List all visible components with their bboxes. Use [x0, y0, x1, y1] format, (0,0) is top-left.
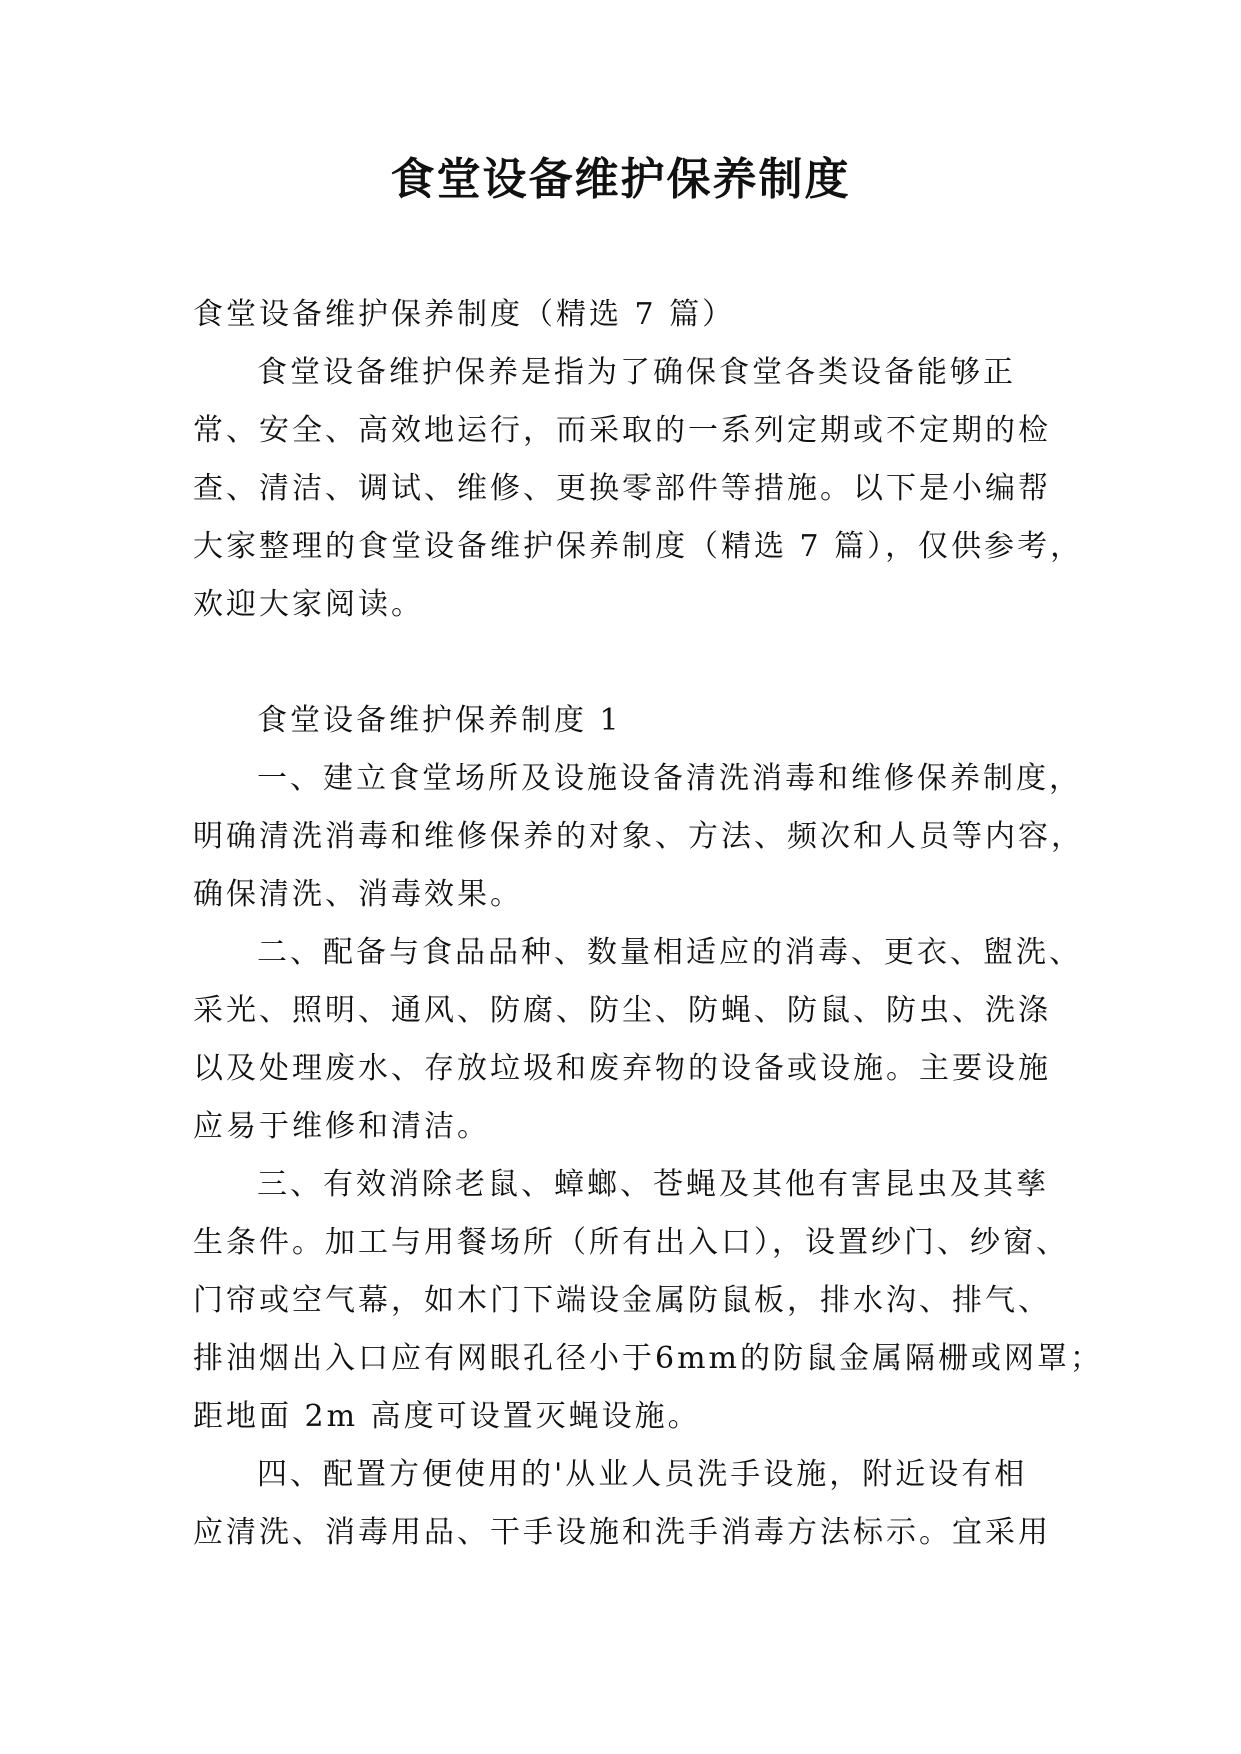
text-line: 距地面 2m 高度可设置灭蝇设施。: [193, 1399, 701, 1434]
text-line: 排油烟出入口应有网眼孔径小于6mm的防鼠金属隔栅或网罩；: [193, 1341, 1103, 1376]
paragraph-3: [193, 1156, 1103, 1446]
paragraph-2: [193, 924, 1082, 1156]
text-line: 确保清洗、消毒效果。: [193, 877, 523, 912]
text-line: 一、建立食堂场所及设施设备清洗消毒和维修保养制度，: [257, 761, 1082, 796]
text-line: 应清洗、消毒用品、干手设施和洗手消毒方法标示。宜采用: [193, 1515, 1051, 1550]
text-line: 以及处理废水、存放垃圾和废弃物的设备或设施。主要设施: [193, 1051, 1051, 1086]
text-line: 四、配置方便使用的'从业人员洗手设施，附近设有相: [257, 1457, 1028, 1492]
document-subtitle: 食堂设备维护保养制度（精选 7 篇）: [193, 297, 736, 332]
text-line: 常、安全、高效地运行，而采取的一系列定期或不定期的检: [193, 413, 1051, 448]
intro-paragraph: [193, 344, 1084, 634]
paragraph-1: [193, 750, 1084, 924]
text-line: 应易于维修和清洁。: [193, 1109, 490, 1144]
text-line: 生条件。加工与用餐场所（所有出入口），设置纱门、纱窗、: [193, 1225, 1069, 1260]
text-line: 欢迎大家阅读。: [193, 587, 424, 622]
text-line: 二、配备与食品品种、数量相适应的消毒、更衣、盥洗、: [257, 935, 1082, 970]
section-heading: 食堂设备维护保养制度 1: [257, 703, 622, 738]
text-line: 三、有效消除老鼠、蟑螂、苍蝇及其他有害昆虫及其孳: [257, 1167, 1049, 1202]
paragraph-gap: [193, 634, 1063, 692]
text-line: 大家整理的食堂设备维护保养制度（精选 7 篇），仅供参考，: [193, 529, 1084, 564]
paragraph-4: [193, 1446, 1063, 1562]
text-line: 门帘或空气幕，如木门下端设金属防鼠板，排水沟、排气、: [193, 1283, 1051, 1318]
text-line: 食堂设备维护保养是指为了确保食堂各类设备能够正: [257, 355, 1016, 390]
text-line: 明确清洗消毒和维修保养的对象、方法、频次和人员等内容，: [193, 819, 1084, 854]
text-line: 查、清洁、调试、维修、更换零部件等措施。以下是小编帮: [193, 471, 1051, 506]
document-title: 食堂设备维护保养制度: [390, 154, 851, 205]
document-body: [193, 286, 1103, 1562]
text-line: 采光、照明、通风、防腐、防尘、防蝇、防鼠、防虫、洗涤: [193, 993, 1051, 1028]
